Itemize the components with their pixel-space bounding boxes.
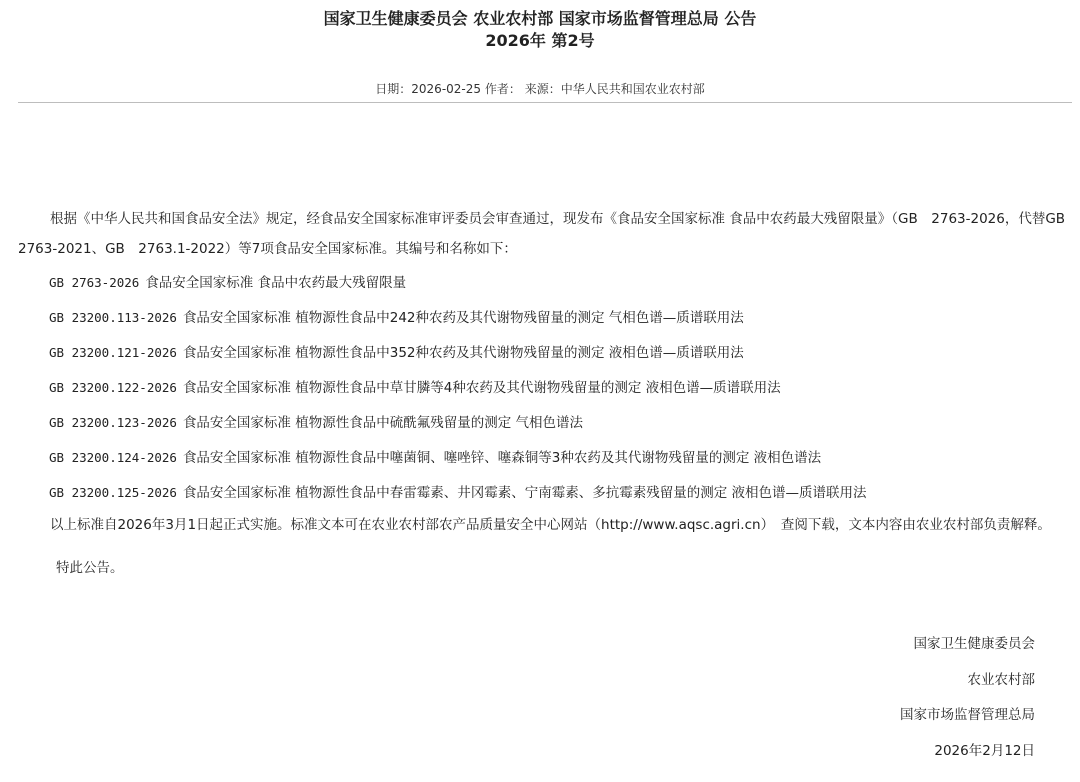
article-meta <box>0 80 1080 97</box>
standard-name: 食品安全国家标准 植物源性食品中草甘膦等4种农药及其代谢物残留量的测定 液相色谱—质谱联用法 <box>182 380 781 396</box>
standard-code: GB 23200.125-2026 <box>49 485 177 500</box>
effective-date-paragraph: 以上标准自2026年3月1日起正式实施。标准文本可在农业农村部农产品质量安全中心网站（http://www.aqsc.agri.cn） 查阅下载，文本内容由农业农村部负责解释。 <box>50 517 1051 533</box>
source-label: 来源： <box>524 82 561 96</box>
standard-name: 食品安全国家标准 植物源性食品中春雷霉素、井冈霉素、宁南霉素、多抗霉素残留量的测定 液相色谱—质谱联用法 <box>182 485 867 501</box>
announcement-number: 2026年 第2号 <box>485 31 595 50</box>
author-label: 作者： <box>484 82 521 96</box>
standard-item <box>18 370 1072 405</box>
standard-name: 食品安全国家标准 植物源性食品中噻菌铜、噻唑锌、噻森铜等3种农药及其代谢物残留量的测定 液相色谱法 <box>182 450 822 466</box>
standard-item <box>18 440 1072 475</box>
standard-name: 食品安全国家标准 食品中农药最大残留限量 <box>145 275 407 291</box>
standard-code: GB 23200.124-2026 <box>49 450 177 465</box>
signature-date: 2026年2月12日 <box>934 742 1035 759</box>
standards-list <box>18 265 1072 510</box>
header-divider <box>18 102 1072 103</box>
article-body <box>18 204 1079 583</box>
standard-item <box>18 335 1072 370</box>
standard-code: GB 23200.123-2026 <box>49 415 177 430</box>
signatory-samr: 国家市场监督管理总局 <box>900 707 1035 723</box>
signatory-nhc: 国家卫生健康委员会 <box>913 636 1035 652</box>
intro-paragraph: 根据《中华人民共和国食品安全法》规定，经食品安全国家标准审评委员会审查通过，现发布《食品安全国家标准 食品中农药最大残留限量》（GB 2763-2026，代替GB 2763-2021、GB 2763.1-2022）等7项食品安全国家标准。其编号和名称如下： <box>18 211 1079 257</box>
standard-code: GB 23200.121-2026 <box>49 345 177 360</box>
announcement-header <box>0 8 1080 52</box>
closing-notice: 特此公告。 <box>56 560 124 576</box>
date-label: 日期： <box>375 82 412 96</box>
standard-item <box>18 405 1072 440</box>
signatory-moa: 农业农村部 <box>967 671 1035 688</box>
standard-code: GB 23200.113-2026 <box>49 310 177 325</box>
page-title: 国家卫生健康委员会 农业农村部 国家市场监督管理总局 公告 <box>323 9 757 28</box>
standard-item <box>18 265 1072 300</box>
standard-name: 食品安全国家标准 植物源性食品中硫酰氟残留量的测定 气相色谱法 <box>182 415 584 431</box>
standard-item <box>18 300 1072 335</box>
standard-item <box>18 475 1072 510</box>
standard-name: 食品安全国家标准 植物源性食品中242种农药及其代谢物残留量的测定 气相色谱—质谱联用法 <box>182 310 744 326</box>
standard-code: GB 2763-2026 <box>49 275 140 290</box>
signature-block <box>900 627 1035 769</box>
publish-date: 2026-02-25 <box>411 82 482 96</box>
source-value: 中华人民共和国农业农村部 <box>560 82 705 96</box>
standard-code: GB 23200.122-2026 <box>49 380 177 395</box>
standard-name: 食品安全国家标准 植物源性食品中352种农药及其代谢物残留量的测定 液相色谱—质谱联用法 <box>182 345 744 361</box>
